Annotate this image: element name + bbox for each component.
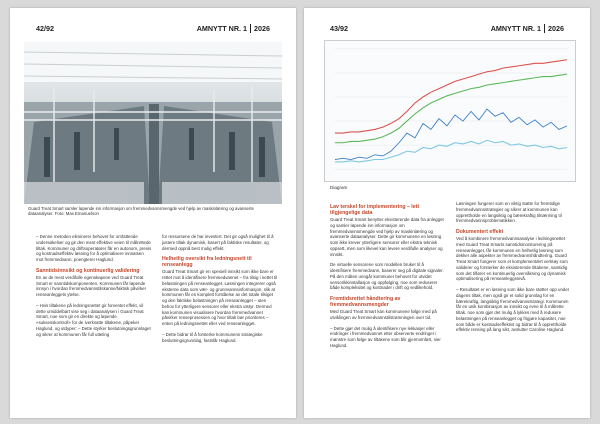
left-page (10, 8, 296, 418)
body-paragraph: Guard Treat Smart benytter eksisterende data fra anlegget og samler løpende inn informasjon om fremmedvannsmengde ved hjelp av maskinlæring og avanserte dataanalyser. Dette gir kommunene en løsning som ikke krever ytterligere sensorer eller ekstra teknisk oppsett, men som likevel kan levere verdifulle analyser og innsikt. (330, 217, 444, 257)
page-header (330, 22, 564, 34)
fremmedvann-chart (324, 40, 576, 182)
header-divider (544, 24, 545, 33)
section-heading: Dokumentert effekt (456, 229, 504, 235)
facility-photo (24, 42, 282, 204)
body-paragraph: for ressursene de har investert. Det gir også mulighet til å justere tiltak dynamisk, basert på faktiske resultater, og dermed oppnå best mulig effekt. (162, 234, 274, 251)
body-paragraph: En av de mest verdifulle egenskapene ved Guard Treat Smart er sanntidskomponenten. Kommunen får løpende innsyn i hvordan fremmedvannstilskanne/faktisk påvirker renseanleggets ytelse. (36, 274, 147, 297)
page-number: 42/92 (36, 23, 54, 33)
text-column-2 (456, 201, 572, 354)
chart-background (325, 41, 575, 181)
magazine-name: AMNYTT NR. 1 (196, 23, 247, 33)
magazine-year: 2026 (548, 23, 564, 33)
text-column-2 (162, 234, 278, 348)
body-paragraph: – Hvis tiltakene på ledningsnettet gir forventet effekt, vil dette umiddelbart vise seg i dataanalysen i Guard Treat Smart, noe som gir en direkte og løpende «suksesskontroll» for de iverksatte tiltakene, påpeker Haglund, og utdyper: – Dette styrker beslutningsgrunnlaget og sikrer at kommunen får full utteling (36, 302, 151, 337)
text-column-1 (330, 201, 446, 354)
page-number: 43/92 (330, 23, 348, 33)
left-text-columns (36, 234, 278, 348)
body-paragraph: Løsningen fungerer som en viktig støtte for fremtidige fremmedvannsstrategier og sikrer at kommunen kan opprettholde en langsiktig og bærekraftig tilnærming til fremmedvannsproblematikken. (456, 201, 562, 224)
diagram-label: Diagram (330, 185, 348, 190)
magazine-info (491, 24, 564, 33)
photo-illustration-icon (24, 42, 282, 204)
magazine-year: 2026 (254, 23, 270, 33)
photo-caption: Guard Treat Smart samler løpende inn informasjon om fremmedvannsmengde ved hjelp av maskinlæring og avanserte dataanalyser. Foto: Max Emanuelson (28, 206, 254, 217)
body-paragraph: – Denne metoden eliminerer behovet for omfattende undersøkelser og gir den mest effektive veien til målrettede tiltak. Kommuner og driftsoperatører får en autonom, presis og kostnadseffektiv løsning for å optimalisere innsatsen mot fremmedvann, poengterer Haglund. (36, 234, 152, 262)
text-column-1 (36, 234, 152, 348)
body-paragraph: Ved å kombinere fremmedvannsanalyse i ledningsnettet med Guard Treat Smarts sanntidsmonitorering på renseanlegget, får kommunen en helhetlig løsning som dekker alle aspekter av fremmedvannshåndtering. Guard Treat Smart fungerer som et komplementært verktøy som validerer og forsterker de eksisterende tiltakene, samtidig som det tilfører en kontinuerlig overvåkning og dynamisk optimalisering på renseanleggsnivå. (456, 236, 568, 282)
right-page (304, 8, 590, 418)
body-paragraph: – Dette bidrar til å forsterke kommunens strategiske beslutningsgrunnlag, fastslår Haglund. (162, 331, 263, 343)
body-paragraph: De virtuelle sensorene som modellen bruker til å identifisere fremmedvann, baserer seg på digitale signaler. På den måten unngår kommuner behovet for utvidet sensorikkinstallasjon og oppfølging, noe som reduserer både kompleksitet og kostnader i drift og vedlikehold. (330, 262, 444, 291)
section-heading: Lav terskel for implementering – lett tilgjengelige data (330, 204, 420, 216)
body-paragraph: Med Guard Treat Smart kan kommunene følge med på utviklingen av fremmedvannstilstrømningen over tid. (330, 309, 437, 320)
magazine-name: AMNYTT NR. 1 (490, 23, 541, 33)
magazine-info (197, 24, 270, 33)
section-heading: Fremtidsrettet håndtering av fremmedvannsmengder (330, 296, 401, 308)
body-paragraph: – Dette gjør det mulig å identifisere nye lekkasjer eller endringer i fremmedvannet etter observerte endringer i mønstre som følge av tiltakene som blir gjennomført, sier Haglund. (330, 325, 441, 348)
section-heading: Helhetlig oversikt fra ledningsnett til renseanlegg (162, 256, 252, 269)
right-text-columns (330, 201, 572, 354)
chart-svg (325, 41, 575, 181)
page-header (36, 22, 270, 34)
body-paragraph: Guard Treat Smart gir en spesiell innsikt som ikke bare er rettet mot å identifisere fremmedvannet – fra tilsig i nettet til belastningen på renseanlegget. Løsningen integrerer også eksterne data som vær- og grunnvannsinformasjon, slik at kommunen får en komplett forståelse av det totale tilsiget og den faktiske belastningen på renseanlegget – uten behov for ytterligere sensorer eller ekstra utstyr. Dermed kan kommunen visualisere hvordan fremmedvannet påvirker renseprosessen og hvor tiltak bør prioriteres – enten på ledningsnettet eller ved renseanlegget. (162, 269, 278, 326)
section-heading: Sanntidsinnsikt og kontinuerlig validering (36, 267, 140, 274)
header-divider (250, 24, 251, 33)
body-paragraph: – Resultatet er en løsning som ikke bare støtter opp under dagens tiltak, men også gir et solid grunnlag for en bærekraftig, langsiktig fremmedvannsstrategi. Kommunen får en unik kombinasjon av innsikt og evne til å målrette tiltak, noe som gjør det mulig å lykkes med å redusere belastningen på renseanlegget og frigjøre kapasitet, noe som både er kostnadseffektivt og bidrar til å opprettholde effektiv rensing på lang sikt, avslutter Caroline Haglund. (456, 287, 570, 333)
